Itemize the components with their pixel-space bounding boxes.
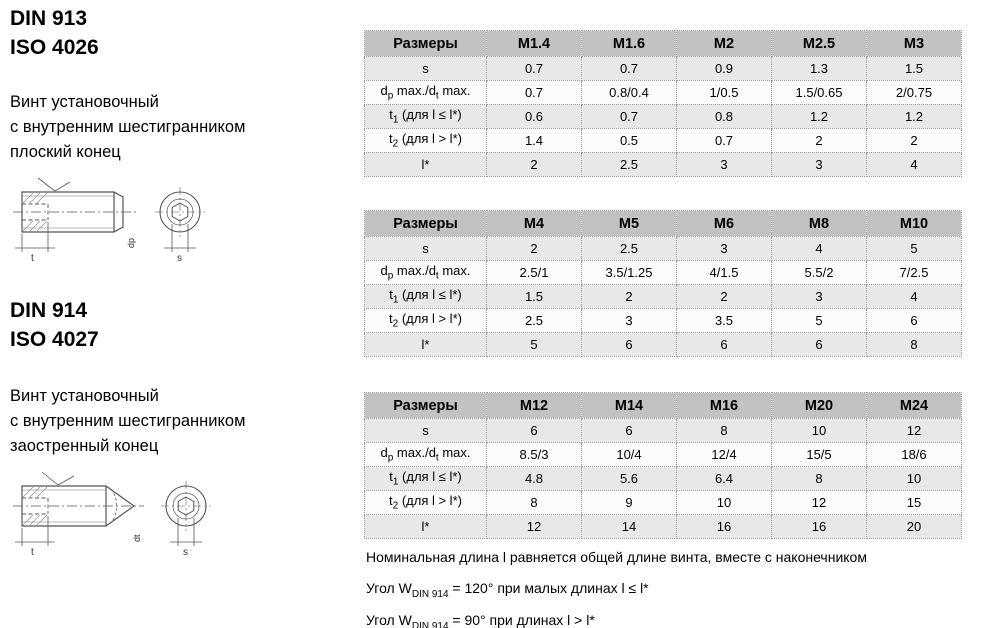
size-column-header: M5 [582,211,677,237]
size-column-header: M1.4 [487,31,582,57]
table-row [365,419,962,443]
description-line: с внутренним шестигранником [10,118,246,136]
value-cell: 2 [677,285,772,309]
value-cell: 9 [582,491,677,515]
value-cell: 0.7 [582,105,677,129]
value-cell: 4 [772,237,867,261]
table-wrap-medium-sizes [364,210,962,357]
table-wrap-large-sizes [364,392,962,539]
value-cell: 0.8 [677,105,772,129]
row-label: $t_1$ (для l ≤ l*) [365,467,487,491]
standard-heading-din913 [10,4,99,62]
value-cell: 8.5/3 [487,443,582,467]
value-cell: 18/6 [867,443,962,467]
table-row [365,129,962,153]
row-label: $d_p$ $\max./d_t$ max. [365,443,487,467]
size-column-header: M10 [867,211,962,237]
value-cell: 2.5/1 [487,261,582,285]
row-label: $d_p$ $\max./d_t$ max. [365,261,487,285]
value-cell: 15/5 [772,443,867,467]
din913-description [10,90,245,165]
row-label: $d_p$ $\max./d_t$ max. [365,81,487,105]
table-row [365,81,962,105]
row-label: s [365,419,487,443]
t-label: t [31,253,34,264]
table-wrap-small-sizes [364,30,962,177]
value-cell: 4.8 [487,467,582,491]
size-column-header: M20 [772,393,867,419]
value-cell: 8 [867,333,962,357]
row-label: l* [365,153,487,177]
value-cell: 8 [487,491,582,515]
dimensions-header: Размеры [365,393,487,419]
value-cell: 12/4 [677,443,772,467]
footnotes [366,548,966,628]
table-row [365,153,962,177]
value-cell: 12 [772,491,867,515]
size-column-header: M8 [772,211,867,237]
chamfer-angle-leader [38,178,70,191]
end-view [155,187,205,237]
iso4026-title: ISO 4026 [10,36,99,59]
din914-description [10,384,245,459]
value-cell: 0.5 [582,129,677,153]
table-header-row [365,31,962,57]
table-header-row [365,393,962,419]
value-cell: 0.6 [487,105,582,129]
din913-title: DIN 913 [10,7,88,30]
value-cell: 4/1.5 [677,261,772,285]
value-cell: 0.7 [582,57,677,81]
value-cell: 6 [582,333,677,357]
table-row [365,261,962,285]
dimensions-table-m12-m24 [364,392,962,539]
description-line: плоский конец [10,143,121,161]
value-cell: 10 [772,419,867,443]
row-label: $t_1$ (для l ≤ l*) [365,285,487,309]
din914-title: DIN 914 [10,299,88,322]
value-cell: 2.5 [487,309,582,333]
value-cell: 10 [677,491,772,515]
dimensions-table-m4-m10 [364,210,962,357]
note-angle-90: Угол $W_{DIN 914} = 90^\circ$ при длинах l > l* [366,611,595,628]
value-cell: 8 [772,467,867,491]
description-line: Винт установочный [10,93,159,111]
value-cell: 0.7 [487,57,582,81]
row-label: $t_2$ (для l > l*) [365,491,487,515]
size-column-header: M16 [677,393,772,419]
size-column-header: M12 [487,393,582,419]
value-cell: 0.9 [677,57,772,81]
value-cell: 14 [582,515,677,539]
value-cell: 4 [867,153,962,177]
dt-label: dt [132,534,142,542]
dimensions-table-m1_4-m3 [364,30,962,177]
value-cell: 8 [677,419,772,443]
value-cell: 3 [772,285,867,309]
size-column-header: M14 [582,393,677,419]
value-cell: 1.2 [772,105,867,129]
value-cell: 2.5 [582,153,677,177]
dimensions-header: Размеры [365,211,487,237]
end-view [161,481,211,531]
table-row [365,491,962,515]
table-row [365,105,962,129]
value-cell: 1.5 [867,57,962,81]
din913-flat-point-drawing [8,176,353,264]
value-cell: 3 [677,153,772,177]
value-cell: 5 [772,309,867,333]
value-cell: 2 [487,237,582,261]
dimensions-header: Размеры [365,31,487,57]
table-row [365,57,962,81]
row-label: $t_2$ (для l > l*) [365,129,487,153]
note-angle-120: Угол $W_{DIN 914} = 120^\circ$ при малых длинах l ≤ l* [366,580,649,600]
row-label: s [365,237,487,261]
value-cell: 2.5 [582,237,677,261]
value-cell: 4 [867,285,962,309]
value-cell: 1/0.5 [677,81,772,105]
value-cell: 1.5/0.65 [772,81,867,105]
cone-angle-leader [42,472,74,485]
value-cell: 3 [772,153,867,177]
iso4027-title: ISO 4027 [10,328,99,351]
value-cell: 0.7 [677,129,772,153]
value-cell: 3 [582,309,677,333]
value-cell: 20 [867,515,962,539]
value-cell: 6 [867,309,962,333]
value-cell: 6 [772,333,867,357]
value-cell: 7/2.5 [867,261,962,285]
value-cell: 5 [487,333,582,357]
value-cell: 12 [487,515,582,539]
table-row [365,333,962,357]
value-cell: 2 [487,153,582,177]
standard-heading-din914 [10,296,99,354]
value-cell: 6 [582,419,677,443]
value-cell: 1.4 [487,129,582,153]
value-cell: 2/0.75 [867,81,962,105]
description-line: заостренный конец [10,437,159,455]
value-cell: 12 [867,419,962,443]
value-cell: 1.3 [772,57,867,81]
size-column-header: M3 [867,31,962,57]
s-label: s [177,253,182,264]
size-column-header: M2 [677,31,772,57]
value-cell: 3.5/1.25 [582,261,677,285]
value-cell: 6 [677,333,772,357]
row-label: s [365,57,487,81]
value-cell: 0.7 [487,81,582,105]
description-line: Винт установочный [10,387,159,405]
note-nominal-length: Номинальная длина l равняется общей длине винта, вместе с наконечником [366,549,867,565]
size-column-header: M2.5 [772,31,867,57]
value-cell: 16 [677,515,772,539]
table-row [365,443,962,467]
description-line: с внутренним шестигранником [10,412,246,430]
table-row [365,285,962,309]
s-label: s [183,547,188,558]
dp-label: dp [126,237,136,248]
value-cell: 2 [582,285,677,309]
value-cell: 16 [772,515,867,539]
value-cell: 2 [867,129,962,153]
value-cell: 5.6 [582,467,677,491]
value-cell: 10 [867,467,962,491]
value-cell: 2 [772,129,867,153]
value-cell: 5 [867,237,962,261]
table-header-row [365,211,962,237]
size-column-header: M24 [867,393,962,419]
table-row [365,237,962,261]
din914-cone-point-drawing [8,470,353,558]
table-row [365,467,962,491]
value-cell: 0.8/0.4 [582,81,677,105]
value-cell: 15 [867,491,962,515]
value-cell: 1.5 [487,285,582,309]
table-row [365,515,962,539]
value-cell: 6 [487,419,582,443]
row-label: l* [365,515,487,539]
t-dimension [15,222,55,252]
value-cell: 5.5/2 [772,261,867,285]
t-label: t [31,547,34,558]
size-column-header: M1.6 [582,31,677,57]
size-column-header: M6 [677,211,772,237]
row-label: l* [365,333,487,357]
t-dimension [15,516,55,546]
value-cell: 3 [677,237,772,261]
value-cell: 3.5 [677,309,772,333]
row-label: $t_2$ (для l > l*) [365,309,487,333]
value-cell: 10/4 [582,443,677,467]
row-label: $t_1$ (для l ≤ l*) [365,105,487,129]
value-cell: 1.2 [867,105,962,129]
size-column-header: M4 [487,211,582,237]
value-cell: 6.4 [677,467,772,491]
table-row [365,309,962,333]
